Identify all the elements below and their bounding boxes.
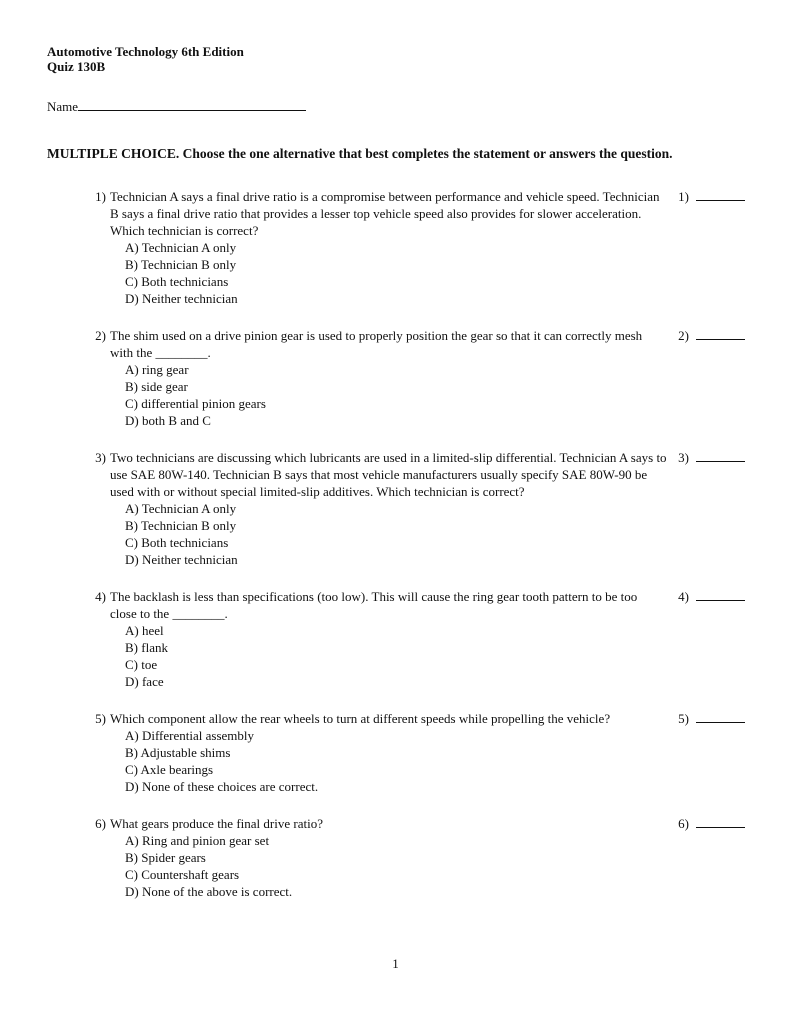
question-main	[92, 327, 667, 429]
question-text: The shim used on a drive pinion gear is used to properly position the gear so that it can correctly mesh with the ________.	[110, 328, 643, 360]
question-block	[92, 815, 745, 900]
question-text: Which component allow the rear wheels to turn at different speeds while propelling the vehicle?	[110, 711, 611, 726]
choice: A) heel	[125, 623, 164, 638]
choice: B) flank	[125, 640, 168, 655]
questions	[47, 188, 745, 900]
answer-number: 1)	[678, 189, 689, 204]
answer-blank[interactable]	[696, 710, 745, 723]
answer-number: 5)	[678, 711, 689, 726]
doc-subtitle: Quiz 130B	[47, 59, 106, 74]
question-row	[92, 815, 667, 832]
choice-list	[125, 239, 667, 307]
question-row	[92, 327, 667, 361]
choice: A) Differential assembly	[125, 728, 254, 743]
question-block	[92, 588, 745, 690]
name-row	[47, 98, 745, 115]
question-main	[92, 588, 667, 690]
choice-list	[125, 361, 667, 429]
choice: B) Technician B only	[125, 257, 237, 272]
question-number: 5)	[95, 711, 106, 726]
question-row	[92, 449, 667, 500]
choice-list	[125, 727, 667, 795]
question-text: Technician A says a final drive ratio is a compromise between performance and vehicle speed. Technician B says a final drive ratio that provides a lesser top vehicle speed also provides for slower acceleration. Which technician is correct?	[110, 189, 660, 238]
choice-list	[125, 622, 667, 690]
question-main	[92, 188, 667, 307]
question-number: 4)	[95, 589, 106, 604]
question-row	[92, 588, 667, 622]
choice-list	[125, 500, 667, 568]
name-blank[interactable]	[78, 98, 306, 111]
choice: D) Neither technician	[125, 291, 238, 306]
choice: A) Technician A only	[125, 501, 237, 516]
choice: D) Neither technician	[125, 552, 238, 567]
answer-blank[interactable]	[696, 815, 745, 828]
doc-header	[47, 44, 745, 74]
question-block	[92, 449, 745, 568]
choice: A) ring gear	[125, 362, 189, 377]
question-text: The backlash is less than specifications (too low). This will cause the ring gear tooth pattern to be too close to the ________.	[110, 589, 638, 621]
answer-number: 2)	[678, 328, 689, 343]
choice: D) face	[125, 674, 164, 689]
answer-number: 3)	[678, 450, 689, 465]
answer-blank[interactable]	[696, 449, 745, 462]
choice: B) Adjustable shims	[125, 745, 231, 760]
choice: D) None of these choices are correct.	[125, 779, 319, 794]
answer-blank[interactable]	[696, 588, 745, 601]
answer-area	[678, 588, 745, 605]
choice: D) None of the above is correct.	[125, 884, 293, 899]
choice: C) differential pinion gears	[125, 396, 266, 411]
answer-blank[interactable]	[696, 188, 745, 201]
answer-number: 6)	[678, 816, 689, 831]
question-block	[92, 188, 745, 307]
choice: C) Axle bearings	[125, 762, 214, 777]
choice: B) Technician B only	[125, 518, 237, 533]
answer-area	[678, 449, 745, 466]
name-label: Name	[47, 99, 79, 114]
question-number: 1)	[95, 189, 106, 204]
question-text: What gears produce the final drive ratio?	[110, 816, 323, 831]
question-main	[92, 449, 667, 568]
question-main	[92, 710, 667, 795]
question-row	[92, 188, 667, 239]
answer-blank[interactable]	[696, 327, 745, 340]
choice: C) Countershaft gears	[125, 867, 240, 882]
page-number: 1	[392, 956, 399, 971]
doc-title: Automotive Technology 6th Edition	[47, 44, 244, 59]
choice: C) Both technicians	[125, 535, 229, 550]
answer-number: 4)	[678, 589, 689, 604]
choice: B) side gear	[125, 379, 188, 394]
answer-area	[678, 327, 745, 344]
choice: C) toe	[125, 657, 158, 672]
choice: B) Spider gears	[125, 850, 206, 865]
choice: A) Ring and pinion gear set	[125, 833, 270, 848]
question-row	[92, 710, 667, 727]
choice: C) Both technicians	[125, 274, 229, 289]
choice-list	[125, 832, 667, 900]
question-block	[92, 327, 745, 429]
answer-area	[678, 710, 745, 727]
instructions: MULTIPLE CHOICE. Choose the one alternative that best completes the statement or answers the question.	[47, 146, 673, 161]
answer-area	[678, 188, 745, 205]
answer-area	[678, 815, 745, 832]
question-text: Two technicians are discussing which lubricants are used in a limited-slip differential. Technician A says to use SAE 80W-140. Technician B says that most vehicle manufacturers usually specify SAE 80W-90 be used with or without special limited-slip additives. Which technician is correct?	[110, 450, 667, 499]
question-number: 3)	[95, 450, 106, 465]
question-block	[92, 710, 745, 795]
choice: A) Technician A only	[125, 240, 237, 255]
question-main	[92, 815, 667, 900]
question-number: 6)	[95, 816, 106, 831]
question-number: 2)	[95, 328, 106, 343]
choice: D) both B and C	[125, 413, 211, 428]
